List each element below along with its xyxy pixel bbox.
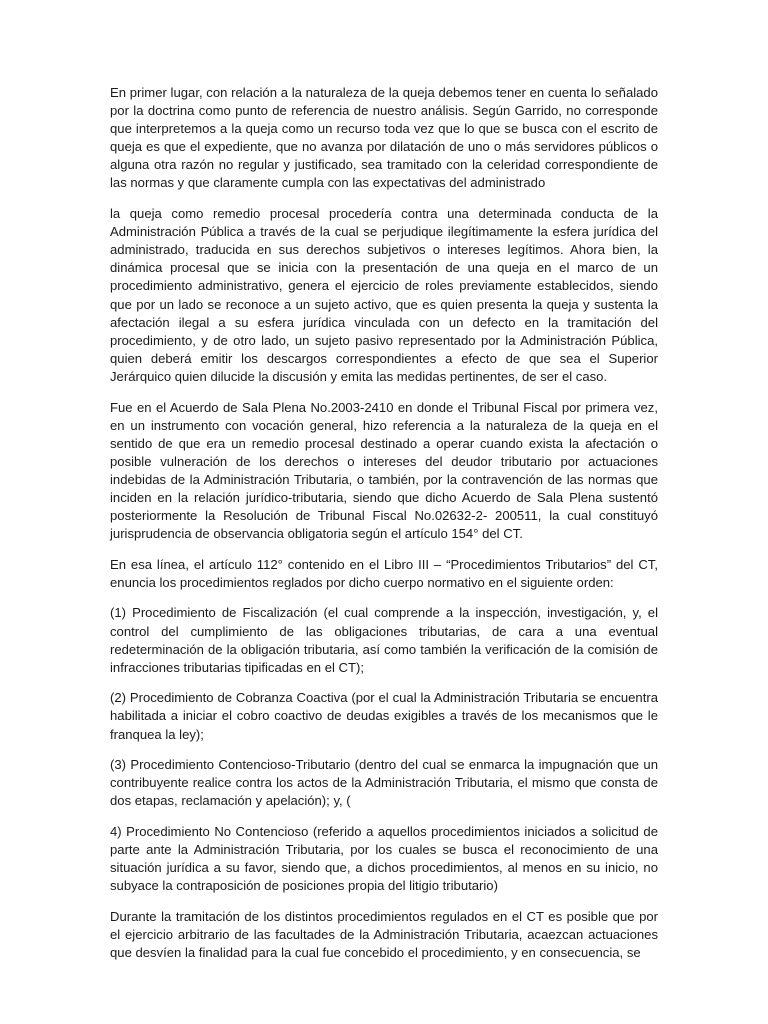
paragraph-queja-naturaleza: En primer lugar, con relación a la naturaleza de la queja debemos tener en cuenta lo señalado por la doctrina como punto de referencia de nuestro análisis. Según Garrido, no corresponde que interpretemos a la queja como un recurso toda vez que lo que se busca con el escrito de queja es que el expediente, que no avanza por dilatación de uno o más servidores públicos o alguna otra razón no regular y justificado, sea tramitado con la celeridad correspondiente de las normas y que claramente cumpla con las expectativas del administrado — [110, 85, 658, 191]
paragraph-articulo-112: En esa línea, el artículo 112° contenido en el Libro III – “Procedimientos Tributarios” del CT, enuncia los procedimientos reglados por dicho cuerpo normativo en el siguiente orden: — [110, 556, 658, 590]
paragraph-tramitacion: Durante la tramitación de los distintos procedimientos regulados en el CT es posible que por el ejercicio arbitrario de las facultades de la Administración Tributaria, acaezcan actuaciones que desvíen la finalidad para la cual fue concebido el procedimiento, y en consecuencia, se — [110, 908, 658, 960]
document-body — [110, 84, 658, 975]
paragraph-procedimiento-no-contencioso: 4) Procedimiento No Contencioso (referido a aquellos procedimientos iniciados a solicitud de parte ante la Administración Tributaria, por los cuales se busca el reconocimiento de una situación jurídica a su favor, siendo que, a dichos procedimientos, al menos en su inicio, no subyace la contraposición de posiciones propia del litigio tributario) — [110, 823, 658, 894]
paragraph-queja-remedio-procesal: la queja como remedio procesal procedería contra una determinada conducta de la Administración Pública a través de la cual se perjudique ilegítimamente la esfera jurídica del administrado, traducida en sus derechos subjetivos o intereses legítimos. Ahora bien, la dinámica procesal que se inicia con la presentación de una queja en el marco de un procedimiento administrativo, genera el ejercicio de roles previamente establecidos, siendo que por un lado se reconoce a un sujeto activo, que es quien presenta la queja y sustenta la afectación ilegal a su esfera jurídica vinculada con un defecto en la tramitación del procedimiento, y de otro lado, un sujeto pasivo representado por la Administración Pública, quien deberá emitir los descargos correspondientes a efecto de que sea el Superior Jerárquico quien dilucide la discusión y emita las medidas pertinentes, de ser el caso. — [110, 206, 658, 384]
paragraph-acuerdo-sala-plena: Fue en el Acuerdo de Sala Plena No.2003-2410 en donde el Tribunal Fiscal por primera vez, en un instrumento con vocación general, hizo referencia a la naturaleza de la queja en el sentido de que era un remedio procesal destinado a operar cuando exista la afectación o posible vulneración de los derechos o intereses del deudor tributario por actuaciones indebidas de la Administración Tributaria, o también, por la contravención de las normas que inciden en la relación jurídico-tributaria, siendo que dicho Acuerdo de Sala Plena sustentó posteriormente la Resolución de Tribunal Fiscal No.02632-2- 200511, la cual constituyó jurisprudencia de observancia obligatoria según el artículo 154° del CT. — [110, 399, 658, 542]
paragraph-procedimiento-fiscalizacion: (1) Procedimiento de Fiscalización (el cual comprende a la inspección, investigación, y, el control del cumplimiento de las obligaciones tributarias, de cara a una eventual redeterminación de la obligación tributaria, así como también la verificación de la comisión de infracciones tributarias tipificadas en el CT); — [110, 605, 658, 675]
paragraph-procedimiento-contencioso: (3) Procedimiento Contencioso-Tributario (dentro del cual se enmarca la impugnación que un contribuyente realice contra los actos de la Administración Tributaria, el mismo que consta de dos etapas, reclamación y apelación); y, ( — [110, 757, 658, 809]
paragraph-procedimiento-cobranza-coactiva: (2) Procedimiento de Cobranza Coactiva (por el cual la Administración Tributaria se encuentra habilitada a iniciar el cobro coactivo de deudas exigibles a través de los mecanismos que le franquea la ley); — [110, 690, 658, 742]
